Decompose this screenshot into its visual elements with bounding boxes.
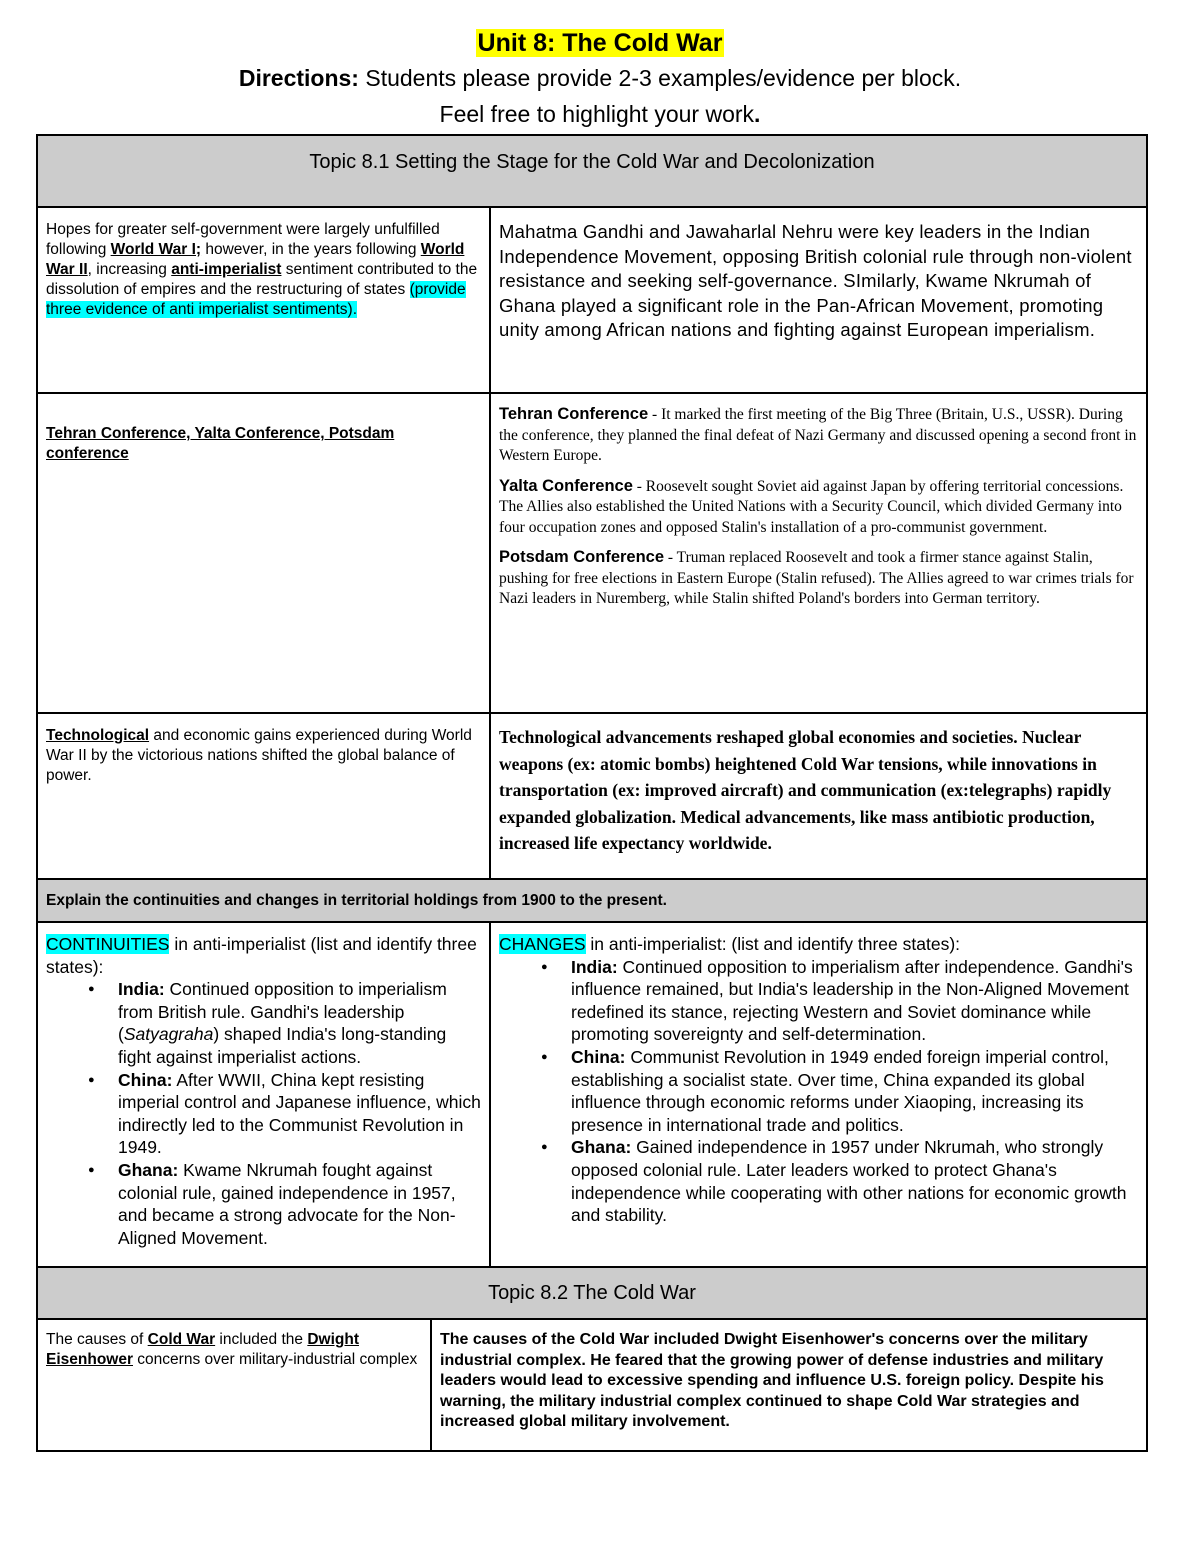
continuities-list — [46, 978, 481, 1249]
change-ghana: ● Ghana: Gained independence in 1957 under Nkrumah, who strongly opposed colonial rule. Later leaders worked to protect Ghana's independence while cooperating with other nations for economic growth and stability. — [571, 1136, 1138, 1226]
answer-technology: Technological advancements reshaped global economies and societies. Nuclear weapons (ex: atomic bombs) heightened Cold War tensions, while innovations in transportation (ex: improved aircraft) and communication (ex:telegraphs) rapidly expanded globalization. Medical advancements, like mass antibiotic production, increased life expectancy worldwide. — [490, 713, 1147, 879]
yalta-paragraph: Yalta Conference - Roosevelt sought Soviet aid against Japan by offering territorial concessions. The Allies also established the United Nations with a Security Council, which divided Germany into four occupation zones and opposed Stalin's installation of a pro-communist government. — [499, 476, 1124, 536]
page-title: Unit 8: The Cold War — [477, 29, 723, 57]
potsdam-paragraph: Potsdam Conference - Truman replaced Roosevelt and took a firmer stance against Stalin, pushing for free elections in Eastern Europe (Stalin refused). The Allies agreed to war crimes trials for Nazi leaders in Nuremberg, while Stalin shifted Poland's borders into German territory. — [499, 548, 1134, 607]
directions-line-2: Feel free to highlight your work. — [439, 101, 761, 127]
answer-anti-imperialism: Mahatma Gandhi and Jawaharlal Nehru were key leaders in the Indian Independence Movement, opposing British colonial rule through non-violent resistance and seeking self-governance. SImilarly, Kwame Nkrumah of Ghana played a significant role in the Pan-African Movement, promoting unity among African nations and fighting against European imperialism. — [490, 207, 1147, 393]
change-india: ● India: Continued opposition to imperialism after independence. Gandhi's influence remained, but India's leadership in the Non-Aligned Movement redefined its stance, rejecting Western and Soviet dominance while promoting sovereignty and self-determination. — [571, 956, 1138, 1046]
prompt-anti-imperialism: Hopes for greater self-government were largely unfulfilled following World War I; however, in the years following World War II, increasing anti-imperialist sentiment contributed to the dissolution of empires and the restructuring of states (provide three evidence of anti imperialist sentiments). — [37, 207, 490, 393]
conferences-link[interactable]: Tehran Conference, Yalta Conference, Potsdam conference — [46, 425, 395, 462]
row-technology — [37, 713, 1147, 879]
technological-link[interactable]: Technological — [46, 727, 150, 744]
topic-8-1-table — [36, 134, 1148, 1291]
page-header — [0, 26, 1200, 132]
continuity-china: ● China: After WWII, China kept resisting imperial control and Japanese influence, which indirectly led to the Communist Revolution in 1949. — [118, 1069, 481, 1159]
changes-label: CHANGES — [499, 934, 586, 954]
topic-8-2-header-row — [37, 1267, 1147, 1319]
changes-intro: CHANGES in anti-imperialist: (list and identify three states): — [499, 934, 961, 954]
prompt-technology: Technological and economic gains experienced during World War II by the victorious nations shifted the global balance of power. — [37, 713, 490, 879]
world-war-1-link[interactable]: World War I; — [110, 241, 202, 258]
changes-cell — [490, 922, 1147, 1290]
prompt-conferences — [37, 393, 490, 713]
row-continuities-changes — [37, 922, 1147, 1290]
tehran-paragraph: Tehran Conference - It marked the first meeting of the Big Three (Britain, U.S., USSR). During the conference, they planned the final defeat of Nazi Germany and discussed opening a second front in Western Europe. — [499, 405, 1137, 464]
continuity-india: ● India: Continued opposition to imperialism from British rule. Gandhi's leadership (Satyagraha) shaped India's long-standing fight against imperialist actions. — [118, 978, 481, 1068]
row-conferences — [37, 393, 1147, 713]
answer-conferences — [490, 393, 1147, 713]
change-china: ● China: Communist Revolution in 1949 ended foreign imperial control, establishing a socialist state. Over time, China expanded its global influence through economic reforms under Xiaoping, increasing its presence in international trade and politics. — [571, 1046, 1138, 1136]
topic-8-2-table — [36, 1266, 1148, 1452]
dwight-eisenhower-link[interactable]: Dwight Eisenhower — [46, 1331, 359, 1368]
row-explain — [37, 879, 1147, 922]
highlighted-instruction: (provide three evidence of anti imperialist sentiments). — [46, 281, 466, 318]
directions: Directions: Students please provide 2-3 examples/evidence per block. — [238, 65, 962, 91]
continuities-cell — [37, 922, 490, 1290]
row-cold-war-causes — [37, 1319, 1147, 1451]
cold-war-link[interactable]: Cold War — [147, 1331, 216, 1348]
anti-imperialist-link[interactable]: anti-imperialist — [171, 261, 282, 278]
topic-8-1-title: Topic 8.1 Setting the Stage for the Cold War and Decolonization — [37, 135, 1147, 207]
continuity-ghana: ● Ghana: Kwame Nkrumah fought against colonial rule, gained independence in 1957, and became a strong advocate for the Non-Aligned Movement. — [118, 1159, 481, 1249]
answer-cold-war-causes: The causes of the Cold War included Dwight Eisenhower's concerns over the military industrial complex. He feared that the growing power of defense industries and military leaders would lead to excessive spending and influence U.S. foreign policy. Despite his warning, the military industrial complex continued to shape Cold War strategies and increased global military involvement. — [431, 1319, 1147, 1451]
changes-list — [499, 956, 1138, 1227]
world-war-2-link[interactable]: World War II — [46, 241, 465, 278]
continuities-label: CONTINUITIES — [46, 934, 170, 954]
continuities-intro: CONTINUITIES in anti-imperialist (list and identify three states): — [46, 934, 477, 977]
row-anti-imperialism — [37, 207, 1147, 393]
topic-8-1-header-row — [37, 135, 1147, 207]
explain-prompt: Explain the continuities and changes in territorial holdings from 1900 to the present. — [37, 879, 1147, 922]
topic-8-2-title: Topic 8.2 The Cold War — [37, 1267, 1147, 1319]
prompt-cold-war-causes: The causes of Cold War included the Dwight Eisenhower concerns over military-industrial complex — [37, 1319, 431, 1451]
